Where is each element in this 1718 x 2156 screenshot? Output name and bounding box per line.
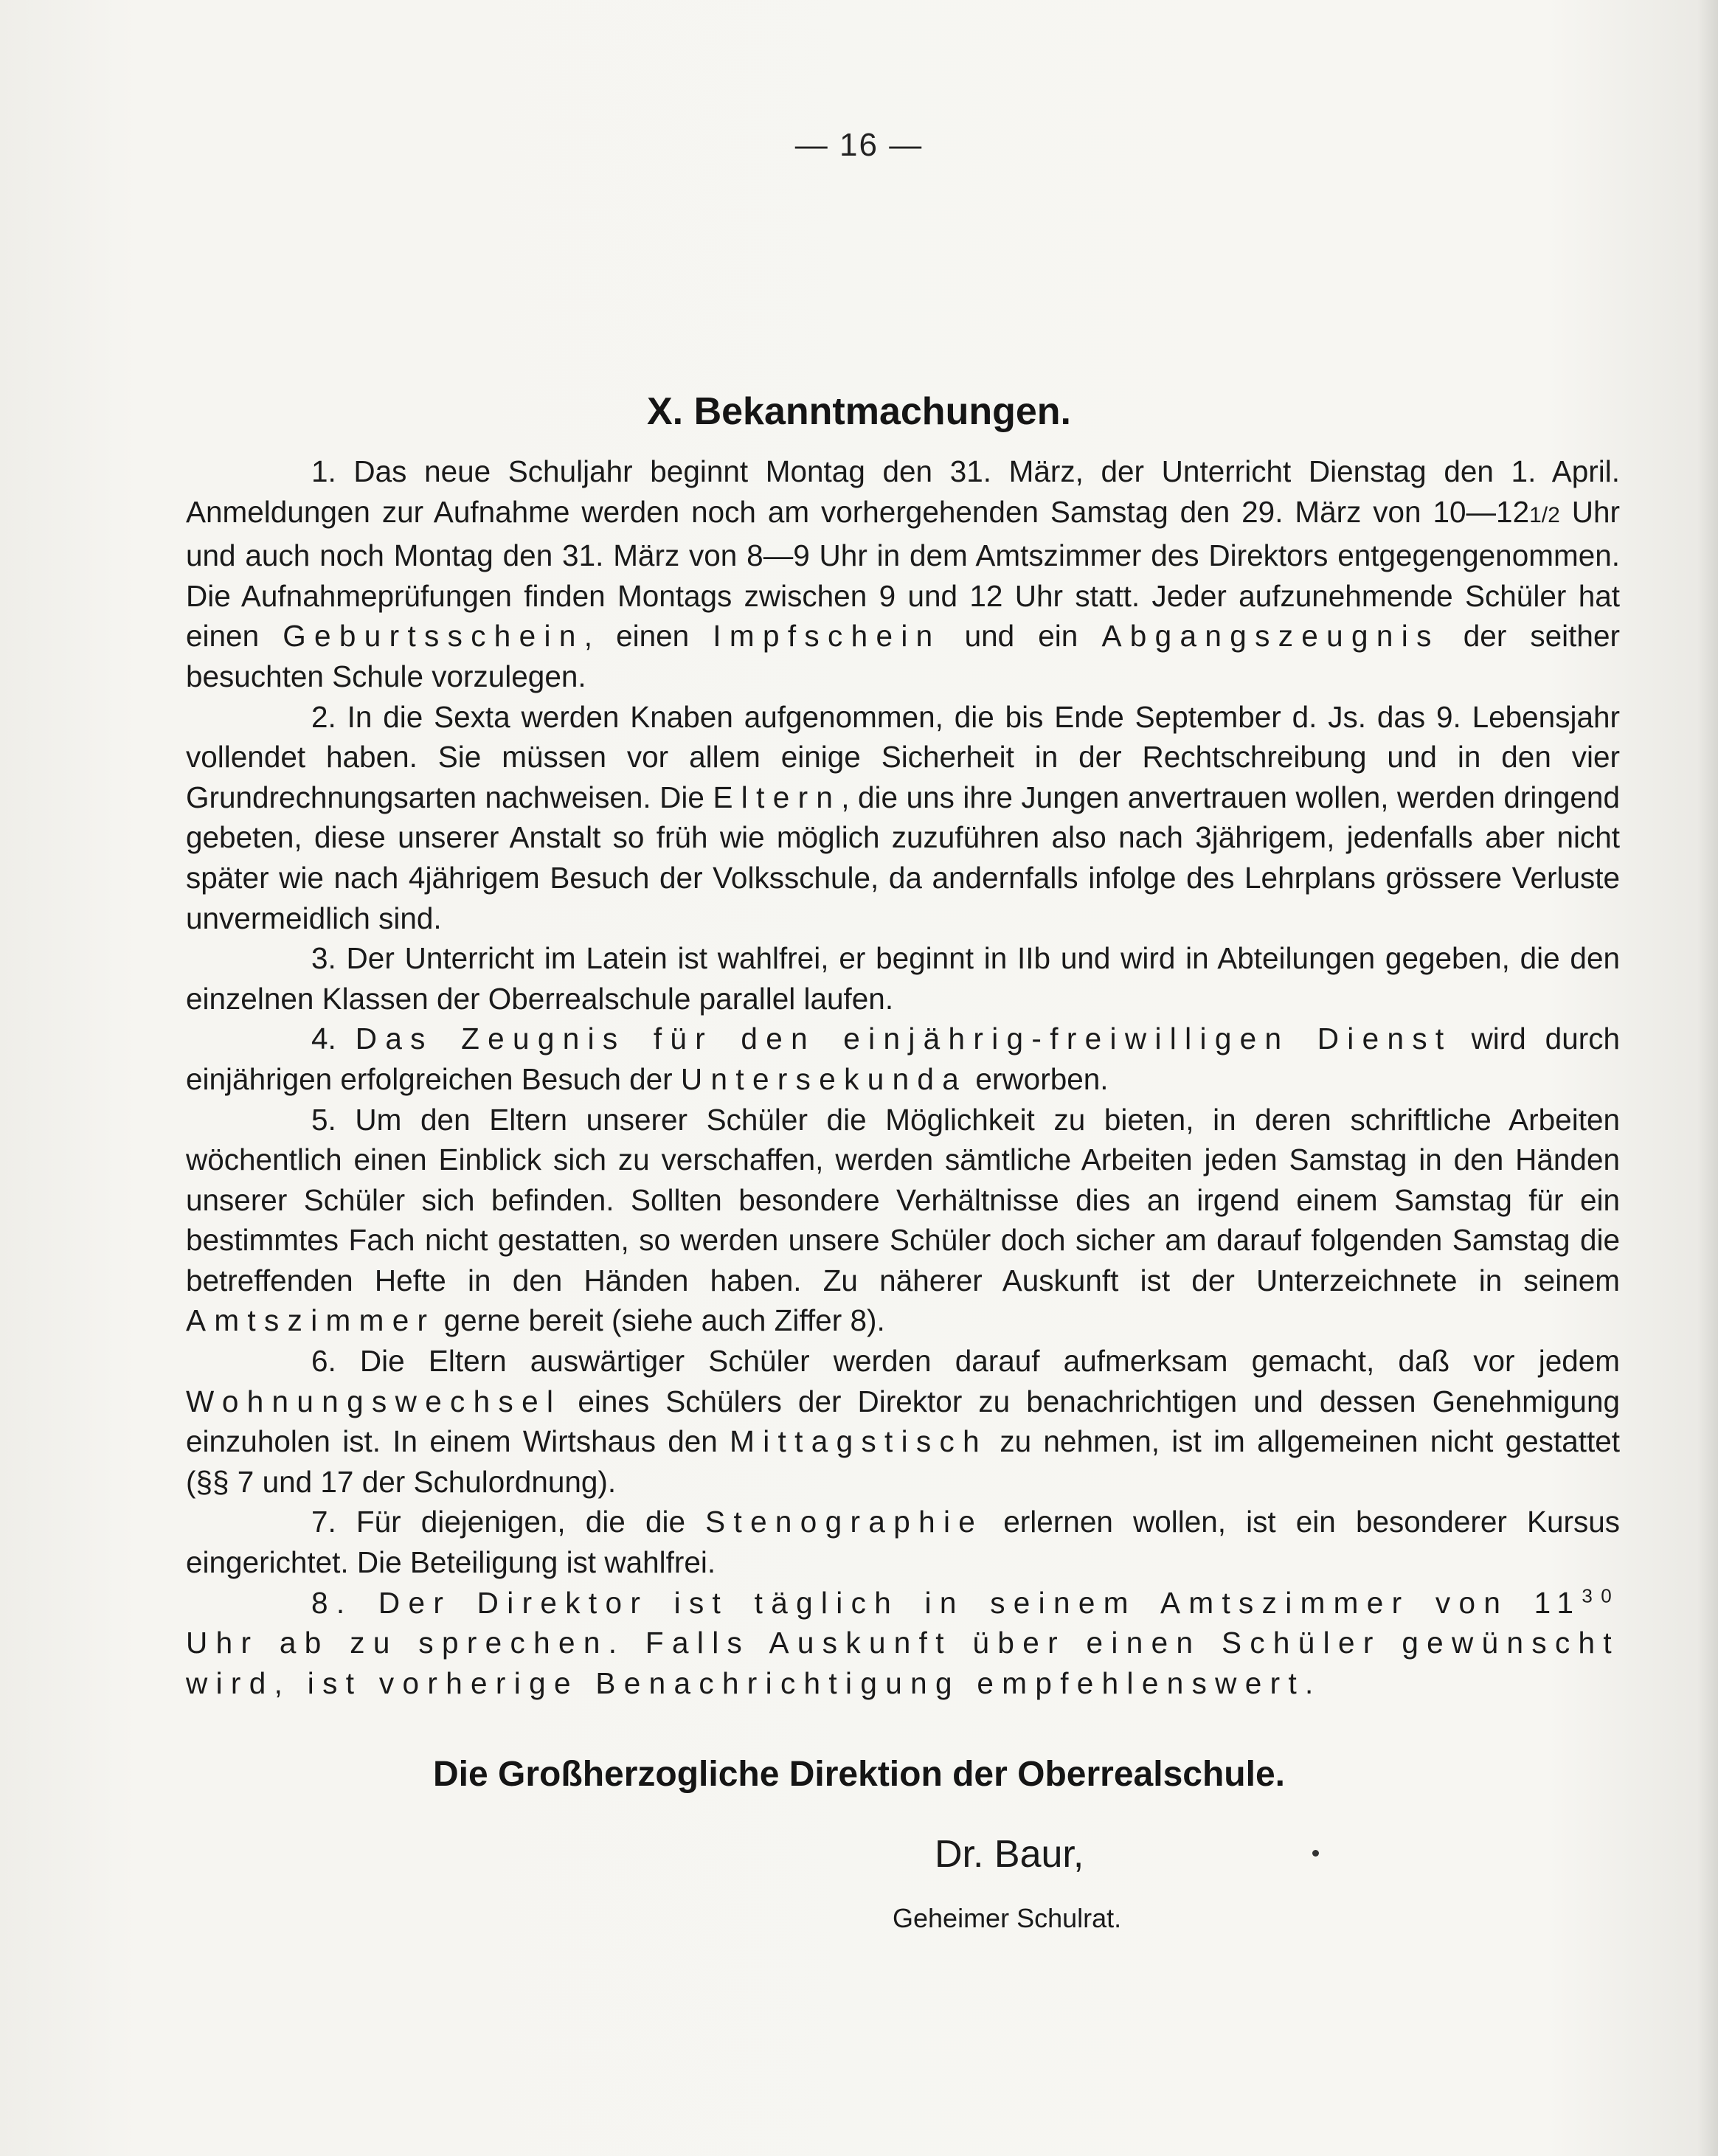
paragraph-8 [186,1583,1620,1704]
paragraph-2-text-a: 2. In die Sexta werden Knaben aufgenommen, die bis Ende September d. Js. das 9. Lebensjahr vollendet haben. Sie müssen vor allem einige Sicherheit in der Rechtschreibung und in den vier Grundrechnungsarten nachweisen. Die [186,699,1620,814]
term-impfschein: Impfschein [713,619,941,654]
paragraph-4-text-b: wird durch einjährigen erfolgreichen Besuch der [186,1022,1620,1096]
term-stenographie: Stenographie [705,1505,984,1539]
paragraph-3 [186,938,1620,1019]
directorate-signature-line: Die Großherzogliche Direktion der Oberrealschule. [433,1755,1285,1794]
paragraph-1-text-a: 1. Das neue Schuljahr beginnt Montag den 31. März, der Unterricht Dienstag den 1. April. Anmeldungen zur Aufnahme werden noch am vorhergehenden Samstag den 29. März von 10—12 [186,454,1620,529]
term-wohnungswechsel: Wohnungswechsel [186,1384,562,1418]
paragraph-1 [186,451,1620,697]
paragraph-6 [186,1341,1620,1502]
paragraph-4 [186,1019,1620,1099]
paragraph-2 [186,697,1620,939]
paragraph-6-text-c: zu nehmen, ist im allgemeinen nicht gestattet (§§ 7 und 17 der Schulordnung). [186,1424,1621,1499]
body-text [186,451,1620,1703]
paragraph-1-text-c: , einen [583,619,713,654]
term-mittagstisch: Mittagstisch [730,1424,988,1459]
paragraph-7-text-b: erlernen wollen, ist ein besonderer Kursus eingerichtet. Die Beteiligung ist wahlfrei. [186,1505,1620,1580]
paragraph-7-text-a: 7. Für diejenigen, die die [311,1505,706,1539]
paragraph-7 [186,1502,1620,1582]
paragraph-4-text-a: 4. [311,1022,356,1056]
paragraph-5-text-a: 5. Um den Eltern unserer Schüler die Möglichkeit zu bieten, in deren schriftliche Arbeiten wöchentlich einen Einblick sich zu verschaffen, werden sämtliche Arbeiten jeden Samstag in den Händen unserer Schüler sich befinden. Sollten besondere Verhältnisse dies an irgend einem Samstag für ein bestimmtes Fach nicht gestatten, so werden unsere Schüler doch sicher am darauf folgenden Samstag die betreffenden Hefte in den Händen haben. Zu näherer Auskunft ist der Unterzeichnete in seinem [186,1102,1620,1297]
term-zeugnis: Das Zeugnis für den einjährig-freiwilligen Dienst [355,1022,1452,1056]
paragraph-1-text-b: Uhr und auch noch Montag den 31. März von 8—9 Uhr in dem Amtszimmer des Direktors entgegengenommen. Die Aufnahmeprüfungen finden Montags zwischen 9 und 12 Uhr statt. Jeder aufzunehmende Schüler hat einen [186,494,1620,654]
paragraph-4-text-c: erworben. [967,1061,1109,1096]
fraction: 1/2 [1529,502,1560,527]
paragraph-2-text-b: , die uns ihre Jungen anvertrauen wollen, werden dringend gebeten, diese unserer Anstalt so früh wie möglich zuzuführen also nach 3jährigem, jedenfalls aber nicht später wie nach 4jährigem Besuch der Volksschule, da andernfalls infolge des Lehrplans grössere Verluste unvermeidlich sind. [186,780,1620,935]
paragraph-5 [186,1100,1620,1342]
term-geburtsschein: Geburtsschein [283,619,584,654]
term-eltern: Eltern [713,780,842,814]
paragraph-5-text-b: gerne bereit (siehe auch Ziffer 8). [435,1303,885,1338]
term-abgangszeugnis: Abgangszeugnis [1101,619,1440,654]
signatory-name: Dr. Baur, [935,1833,1084,1876]
signatory-title: Geheimer Schulrat. [893,1903,1122,1933]
paragraph-8-text-a: 8. Der Direktor ist täglich in seinem Amtszimmer von 11 [311,1585,1582,1620]
paragraph-6-text-a: 6. Die Eltern auswärtiger Schüler werden darauf aufmerksam gemacht, daß vor jedem [311,1344,1620,1379]
superscript-minutes: 30 [1582,1584,1620,1607]
section-title: X. Bekanntmachungen. [647,390,1071,433]
page-number: — 16 — [794,127,924,163]
ink-dot-mark [1312,1850,1319,1857]
term-amtszimmer: Amtszimmer [186,1303,436,1338]
term-untersekunda: Untersekunda [680,1061,968,1096]
paragraph-3-text: 3. Der Unterricht im Latein ist wahlfrei, er beginnt in IIb und wird in Abteilungen gegeben, die den einzelnen Klassen der Oberrealschule parallel laufen. [186,941,1620,1016]
paragraph-1-text-e: der seither besuchten Schule vorzulegen. [186,619,1620,693]
paragraph-1-text-d: und ein [941,619,1102,654]
paragraph-6-text-b: eines Schülers der Direktor zu benachrichtigen und dessen Genehmigung einzuholen ist. In einem Wirtshaus den [186,1384,1620,1459]
paragraph-8-text-b: Uhr ab zu sprechen. Falls Auskunft über einen Schüler gewünscht wird, ist vorherige Benachrichtigung empfehlenswert. [186,1626,1620,1700]
page-edge-shadow [1697,0,1718,2156]
